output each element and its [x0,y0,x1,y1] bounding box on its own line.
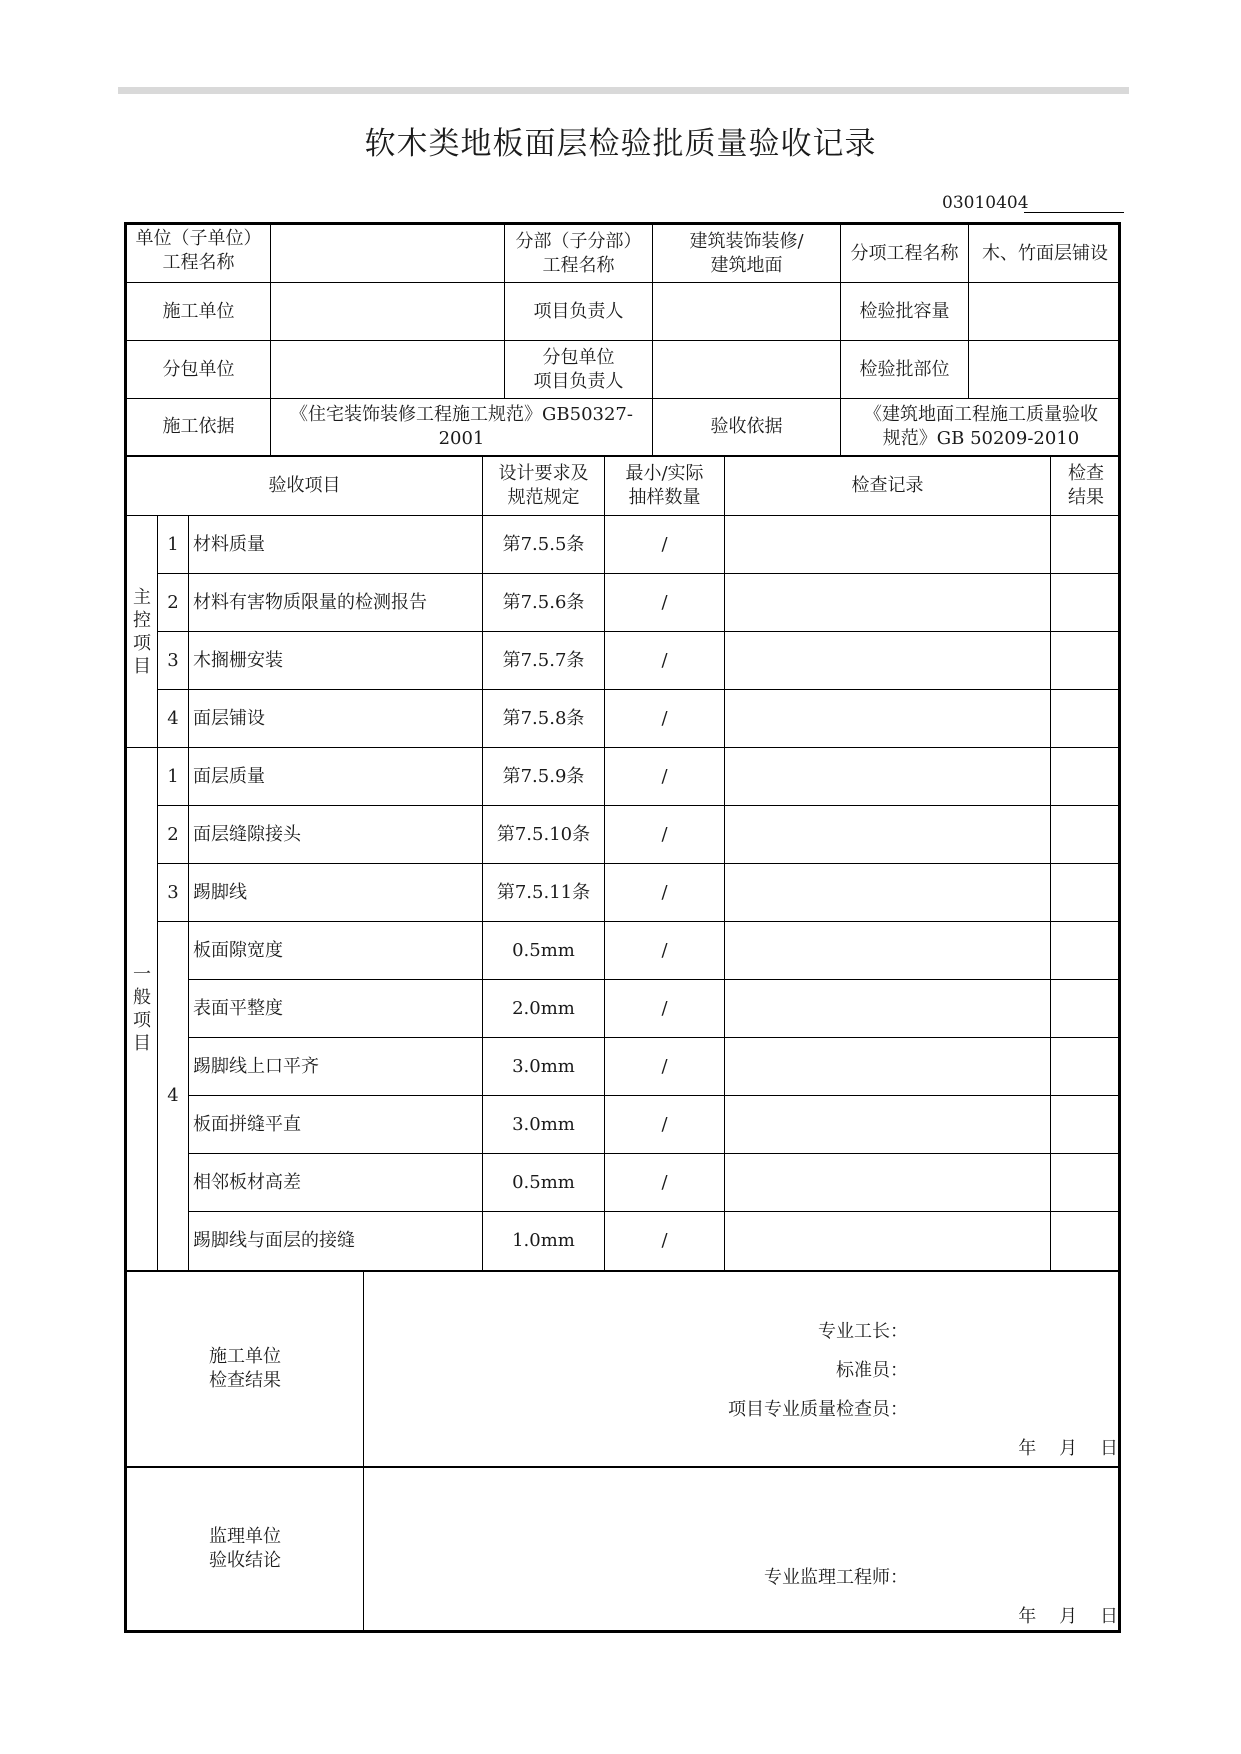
division-value: 建筑装饰装修/ 建筑地面 [653,225,841,283]
general-row-1-spec: 第7.5.9条 [483,748,605,806]
subitem-value: 木、竹面层铺设 [969,225,1121,283]
location-label: 检验批部位 [841,341,969,399]
main-row-3-name: 木搁栅安装 [189,632,483,690]
contractor-label: 施工单位 [127,283,271,341]
basis-label: 施工依据 [127,399,271,457]
main-row-1-spec: 第7.5.5条 [483,516,605,574]
contractor-check-label: 施工单位 检查结果 [127,1272,364,1468]
main-row-4-no: 4 [158,690,189,748]
acceptance-basis-value: 《建筑地面工程施工质量验收 规范》GB 50209-2010 [841,399,1121,457]
main-row-4-sample: / [605,690,725,748]
tolerance-row-1-result[interactable] [1051,922,1121,980]
main-row-3-result[interactable] [1051,632,1121,690]
contractor-value-cell[interactable] [271,283,505,341]
main-row-3-no: 3 [158,632,189,690]
tolerance-row-3-sample: / [605,1038,725,1096]
tolerance-row-5-spec: 0.5mm [483,1154,605,1212]
sub-pm-label: 分包单位 项目负责人 [505,341,653,399]
general-row-2-spec: 第7.5.10条 [483,806,605,864]
main-row-4-result[interactable] [1051,690,1121,748]
capacity-label: 检验批容量 [841,283,969,341]
subitem-label: 分项工程名称 [841,225,969,283]
general-row-2-result[interactable] [1051,806,1121,864]
col-design: 设计要求及 规范规定 [483,457,605,516]
general-row-1-no: 1 [158,748,189,806]
top-rule [118,87,1129,94]
tolerance-row-2-name: 表面平整度 [189,980,483,1038]
general-row-3-result[interactable] [1051,864,1121,922]
general-row-1-name: 面层质量 [189,748,483,806]
tolerance-row-2-spec: 2.0mm [483,980,605,1038]
tolerance-row-3-record[interactable] [725,1038,1051,1096]
capacity-value-cell[interactable] [969,283,1121,341]
general-group-label: 一 般 项 目 [127,748,158,1272]
inspector-label: 项目专业质量检查员： [728,1399,908,1420]
code-underline [1024,212,1124,213]
tolerance-row-3-name: 踢脚线上口平齐 [189,1038,483,1096]
pm-label: 项目负责人 [505,283,653,341]
general-row-3-sample: / [605,864,725,922]
contractor-check-area[interactable] [364,1272,1121,1468]
unit-label: 单位（子单位）工程名称 [127,225,271,283]
tolerance-row-6-record[interactable] [725,1212,1051,1272]
tolerance-row-2-sample: / [605,980,725,1038]
general-row-2-sample: / [605,806,725,864]
col-sample: 最小/实际 抽样数量 [605,457,725,516]
tolerance-row-1-sample: / [605,922,725,980]
col-record: 检查记录 [725,457,1051,516]
tolerance-row-2-result[interactable] [1051,980,1121,1038]
main-row-1-name: 材料质量 [189,516,483,574]
main-row-2-spec: 第7.5.6条 [483,574,605,632]
tolerance-row-4-name: 板面拼缝平直 [189,1096,483,1154]
tolerance-row-3-spec: 3.0mm [483,1038,605,1096]
tolerance-row-4-spec: 3.0mm [483,1096,605,1154]
main-row-1-record[interactable] [725,516,1051,574]
col-result: 检查 结果 [1051,457,1121,516]
supervisor-area[interactable] [364,1468,1121,1630]
contractor-date: 年 月 日 [1018,1438,1118,1459]
supervisor-date: 年 月 日 [1018,1606,1118,1627]
acceptance-basis-label: 验收依据 [653,399,841,457]
general-row-2-no: 2 [158,806,189,864]
col-item: 验收项目 [127,457,483,516]
basis-value: 《住宅装饰装修工程施工规范》GB50327- 2001 [271,399,653,457]
engineer-label: 专业监理工程师： [764,1567,908,1588]
general-row-2-record[interactable] [725,806,1051,864]
general-row-3-spec: 第7.5.11条 [483,864,605,922]
tolerance-row-3-result[interactable] [1051,1038,1121,1096]
subcontractor-value-cell[interactable] [271,341,505,399]
form-code: 03010404 [942,193,1029,213]
tolerance-no: 4 [158,922,189,1272]
main-row-2-record[interactable] [725,574,1051,632]
tolerance-row-6-spec: 1.0mm [483,1212,605,1272]
tolerance-row-6-result[interactable] [1051,1212,1121,1272]
tolerance-row-1-spec: 0.5mm [483,922,605,980]
tolerance-row-4-record[interactable] [725,1096,1051,1154]
subcontractor-label: 分包单位 [127,341,271,399]
tolerance-row-1-name: 板面隙宽度 [189,922,483,980]
tolerance-row-4-sample: / [605,1096,725,1154]
pm-value-cell[interactable] [653,283,841,341]
main-row-4-name: 面层铺设 [189,690,483,748]
general-row-1-result[interactable] [1051,748,1121,806]
standard-label: 标准员： [836,1360,908,1381]
tolerance-row-6-name: 踢脚线与面层的接缝 [189,1212,483,1272]
tolerance-row-1-record[interactable] [725,922,1051,980]
main-row-3-record[interactable] [725,632,1051,690]
main-row-2-no: 2 [158,574,189,632]
general-row-1-sample: / [605,748,725,806]
location-value-cell[interactable] [969,341,1121,399]
tolerance-row-5-record[interactable] [725,1154,1051,1212]
main-row-3-sample: / [605,632,725,690]
tolerance-row-5-name: 相邻板材高差 [189,1154,483,1212]
main-row-2-name: 材料有害物质限量的检测报告 [189,574,483,632]
tolerance-row-5-result[interactable] [1051,1154,1121,1212]
main-row-4-record[interactable] [725,690,1051,748]
main-row-2-result[interactable] [1051,574,1121,632]
sub-pm-value-cell[interactable] [653,341,841,399]
main-row-1-no: 1 [158,516,189,574]
supervisor-label: 监理单位 验收结论 [127,1468,364,1630]
division-label: 分部（子分部） 工程名称 [505,225,653,283]
unit-value-cell[interactable] [271,225,505,283]
main-row-2-sample: / [605,574,725,632]
general-row-3-no: 3 [158,864,189,922]
tolerance-row-4-result[interactable] [1051,1096,1121,1154]
main-row-1-result[interactable] [1051,516,1121,574]
main-row-1-sample: / [605,516,725,574]
tolerance-row-2-record[interactable] [725,980,1051,1038]
foreman-label: 专业工长： [818,1321,908,1342]
general-row-3-record[interactable] [725,864,1051,922]
inspection-form-table [124,222,1121,1633]
main-row-4-spec: 第7.5.8条 [483,690,605,748]
general-row-1-record[interactable] [725,748,1051,806]
main-group-label: 主 控 项 目 [127,516,158,748]
page-title: 软木类地板面层检验批质量验收记录 [364,126,877,162]
tolerance-row-6-sample: / [605,1212,725,1272]
tolerance-row-5-sample: / [605,1154,725,1212]
main-row-3-spec: 第7.5.7条 [483,632,605,690]
general-row-3-name: 踢脚线 [189,864,483,922]
general-row-2-name: 面层缝隙接头 [189,806,483,864]
